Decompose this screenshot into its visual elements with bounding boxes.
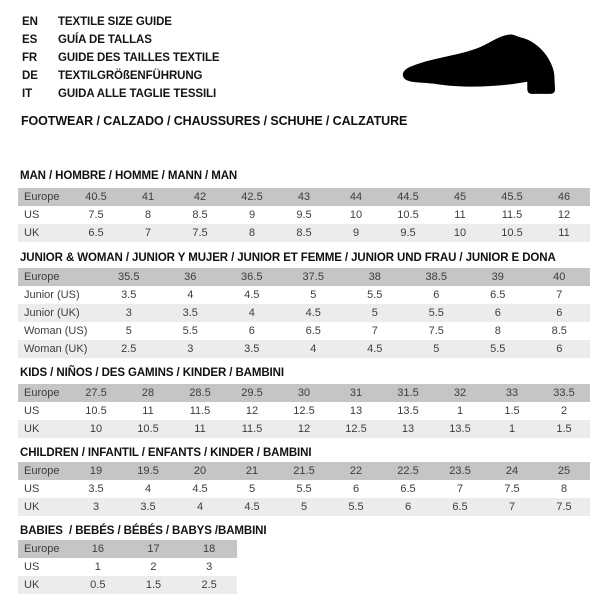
size-cell: 19 [89,465,103,477]
table-row-junior-us [18,286,590,304]
size-cell: 38 [368,271,381,283]
size-cell: 6 [352,483,360,495]
size-cell: 4.5 [367,343,383,355]
size-cell: 31 [349,387,363,399]
size-cell: 6 [556,343,563,355]
row-label: US [24,405,40,417]
size-cell: 6 [494,307,501,319]
size-cell: 8 [494,325,501,337]
size-cell: 5.5 [348,501,364,513]
size-cell: 8 [560,483,568,495]
size-cell: 2 [560,405,568,417]
size-table-man [18,188,590,242]
table-row-junior-uk [18,304,590,322]
table-row-europe [18,268,590,286]
size-cell: 32 [453,387,467,399]
table-row-europe [18,188,590,206]
row-label: US [24,209,40,221]
size-cell: 8.5 [192,209,208,221]
language-title: GUIDE DES TAILLES TEXTILE [58,52,220,64]
language-title: GUIDA ALLE TAGLIE TESSILI [58,88,217,100]
size-cell: 42 [193,191,207,203]
size-cell: 3.5 [88,483,104,495]
language-title: GUÍA DE TALLAS [58,34,152,46]
size-cell: 45.5 [501,191,523,203]
size-cell: 3.5 [244,343,260,355]
size-cell: 36.5 [241,271,263,283]
size-cell: 6.5 [88,227,104,239]
size-cell: 3.5 [140,501,156,513]
size-cell: 5.5 [182,325,198,337]
language-code: DE [22,70,38,82]
size-cell: 7 [371,325,378,337]
size-cell: 28.5 [189,387,211,399]
language-line-en [22,13,220,31]
size-cell: 40.5 [85,191,107,203]
size-cell: 4 [187,289,194,301]
size-cell: 10.5 [85,405,107,417]
size-cell: 43 [297,191,311,203]
size-cell: 45 [453,191,467,203]
size-cell: 33 [505,387,519,399]
size-cell: 22.5 [397,465,419,477]
row-label: Europe [24,543,60,555]
size-cell: 17 [147,543,160,555]
size-cell: 9.5 [296,209,312,221]
size-cell: 10 [453,227,467,239]
size-cell: 4 [144,483,152,495]
size-cell: 13 [401,423,415,435]
size-cell: 7 [508,501,516,513]
size-cell: 11 [194,423,206,435]
size-cell: 18 [203,543,216,555]
size-table-junior-woman [18,268,590,358]
size-cell: 7.5 [556,501,572,513]
size-cell: 33.5 [553,387,575,399]
size-cell: 3 [92,501,100,513]
size-cell: 1 [456,405,464,417]
size-cell: 5.5 [367,289,383,301]
size-cell: 2.5 [201,579,217,591]
size-cell: 3 [125,307,132,319]
size-cell: 2.5 [121,343,137,355]
section-title-junior-woman: JUNIOR & WOMAN / JUNIOR Y MUJER / JUNIOR ET FEMME / JUNIOR UND FRAU / JUNIOR E DONA [20,252,556,264]
size-cell: 10.5 [397,209,419,221]
size-table-babies [18,540,237,594]
size-cell: 1 [508,423,516,435]
table-row-uk [18,498,590,516]
size-cell: 10 [89,423,103,435]
size-cell: 1.5 [145,579,162,591]
size-cell: 1.5 [556,423,572,435]
size-cell: 23.5 [449,465,471,477]
size-cell: 35.5 [118,271,140,283]
size-cell: 7.5 [88,209,104,221]
size-cell: 28 [141,387,155,399]
size-cell: 6.5 [305,325,321,337]
size-cell: 8 [248,227,256,239]
size-cell: 27.5 [85,387,107,399]
size-cell: 6 [556,307,563,319]
table-row-woman-us [18,322,590,340]
size-cell: 7.5 [504,483,520,495]
size-cell: 2 [150,561,157,573]
size-cell: 20 [193,465,207,477]
size-cell: 4 [310,343,317,355]
size-cell: 11 [558,227,570,239]
size-cell: 5 [433,343,440,355]
size-cell: 9 [352,227,360,239]
row-label: UK [24,227,40,239]
size-cell: 3.5 [182,307,198,319]
language-title-block [22,13,220,103]
dress-shoe-icon [399,32,571,98]
footwear-category-heading: FOOTWEAR / CALZADO / CHAUSSURES / SCHUHE / CALZATURE [21,114,408,128]
size-cell: 11.5 [501,209,523,221]
row-label: US [24,483,40,495]
table-row-us [18,558,237,576]
table-row-uk [18,576,237,594]
table-row-uk [18,224,590,242]
language-code: ES [22,34,38,46]
size-cell: 12.5 [293,405,315,417]
size-cell: 11.5 [189,405,211,417]
row-label: Woman (US) [24,325,88,337]
size-cell: 6.5 [452,501,468,513]
table-row-europe [18,540,237,558]
row-label: Junior (UK) [24,307,80,319]
size-cell: 4 [248,307,255,319]
size-cell: 4 [196,501,204,513]
size-cell: 31.5 [397,387,419,399]
row-label: Woman (UK) [24,343,88,355]
size-cell: 5 [300,501,308,513]
row-label: Europe [24,271,60,283]
language-line-es [22,31,220,49]
size-cell: 10.5 [501,227,523,239]
size-cell: 22 [349,465,363,477]
language-line-de [22,67,220,85]
section-title-babies: BABIES / BEBÉS / BÉBÉS / BABYS /BAMBINI [20,525,267,537]
size-cell: 7.5 [192,227,208,239]
size-cell: 41 [141,191,155,203]
size-cell: 10.5 [137,423,159,435]
row-label: UK [24,423,40,435]
size-cell: 10 [349,209,363,221]
size-cell: 21.5 [293,465,315,477]
size-cell: 12 [557,209,571,221]
size-cell: 1 [94,561,101,573]
table-row-europe [18,384,590,402]
size-cell: 5 [310,289,317,301]
size-cell: 3 [206,561,213,573]
section-title-man: MAN / HOMBRE / HOMME / MANN / MAN [20,170,238,182]
size-cell: 8 [144,209,152,221]
row-label: Junior (US) [24,289,80,301]
row-label: UK [24,501,40,513]
section-title-kids: KIDS / NIÑOS / DES GAMINS / KINDER / BAMBINI [20,367,284,379]
size-cell: 42.5 [241,191,263,203]
table-row-europe [18,462,590,480]
size-cell: 6 [433,289,440,301]
size-cell: 11.5 [241,423,263,435]
size-cell: 46 [557,191,571,203]
size-table-kids [18,384,590,438]
row-label: US [24,561,40,573]
size-cell: 6.5 [400,483,416,495]
size-cell: 7 [144,227,152,239]
language-code: EN [22,16,38,28]
size-cell: 21 [245,465,259,477]
size-cell: 11 [454,209,466,221]
size-cell: 7 [456,483,464,495]
row-label: Europe [24,465,60,477]
size-cell: 6 [404,501,412,513]
size-cell: 38.5 [425,271,447,283]
size-cell: 7 [556,289,563,301]
size-cell: 5 [371,307,378,319]
size-cell: 5 [248,483,256,495]
size-cell: 12 [297,423,311,435]
language-code: FR [22,52,38,64]
size-cell: 13.5 [397,405,419,417]
row-label: UK [24,579,40,591]
size-table-children [18,462,590,516]
size-cell: 7.5 [428,325,444,337]
size-cell: 5.5 [428,307,444,319]
size-cell: 25 [557,465,571,477]
size-cell: 4.5 [305,307,321,319]
size-cell: 16 [91,543,104,555]
size-cell: 3 [187,343,194,355]
row-label: Europe [24,387,60,399]
size-cell: 24 [505,465,519,477]
size-cell: 8.5 [551,325,567,337]
size-cell: 5.5 [490,343,506,355]
size-cell: 11 [142,405,154,417]
size-cell: 12.5 [345,423,367,435]
table-row-woman-uk [18,340,590,358]
language-line-fr [22,49,220,67]
size-cell: 4.5 [192,483,208,495]
size-cell: 36 [184,271,197,283]
size-cell: 4.5 [244,289,260,301]
size-cell: 30 [297,387,311,399]
size-cell: 44.5 [397,191,419,203]
language-code: IT [22,88,33,100]
size-cell: 0.5 [90,579,106,591]
size-cell: 40 [553,271,566,283]
size-cell: 5.5 [296,483,312,495]
size-cell: 12 [245,405,259,417]
size-cell: 13 [349,405,363,417]
table-row-us [18,206,590,224]
size-cell: 6.5 [490,289,506,301]
size-cell: 8.5 [296,227,312,239]
size-cell: 9 [248,209,256,221]
size-cell: 37.5 [302,271,324,283]
language-title: TEXTILGRÖßENFÜHRUNG [58,70,203,82]
language-line-it [22,85,220,103]
table-row-us [18,402,590,420]
size-cell: 6 [248,325,255,337]
size-cell: 19.5 [137,465,159,477]
table-row-uk [18,420,590,438]
size-cell: 4.5 [244,501,260,513]
size-cell: 39 [491,271,504,283]
size-cell: 1.5 [504,405,520,417]
row-label: Europe [24,191,60,203]
language-title: TEXTILE SIZE GUIDE [58,16,172,28]
size-cell: 9.5 [400,227,416,239]
size-cell: 3.5 [121,289,137,301]
section-title-children: CHILDREN / INFANTIL / ENFANTS / KINDER / BAMBINI [20,447,312,459]
size-cell: 44 [349,191,363,203]
table-row-us [18,480,590,498]
size-cell: 29.5 [241,387,263,399]
size-cell: 13.5 [449,423,471,435]
size-cell: 5 [125,325,132,337]
